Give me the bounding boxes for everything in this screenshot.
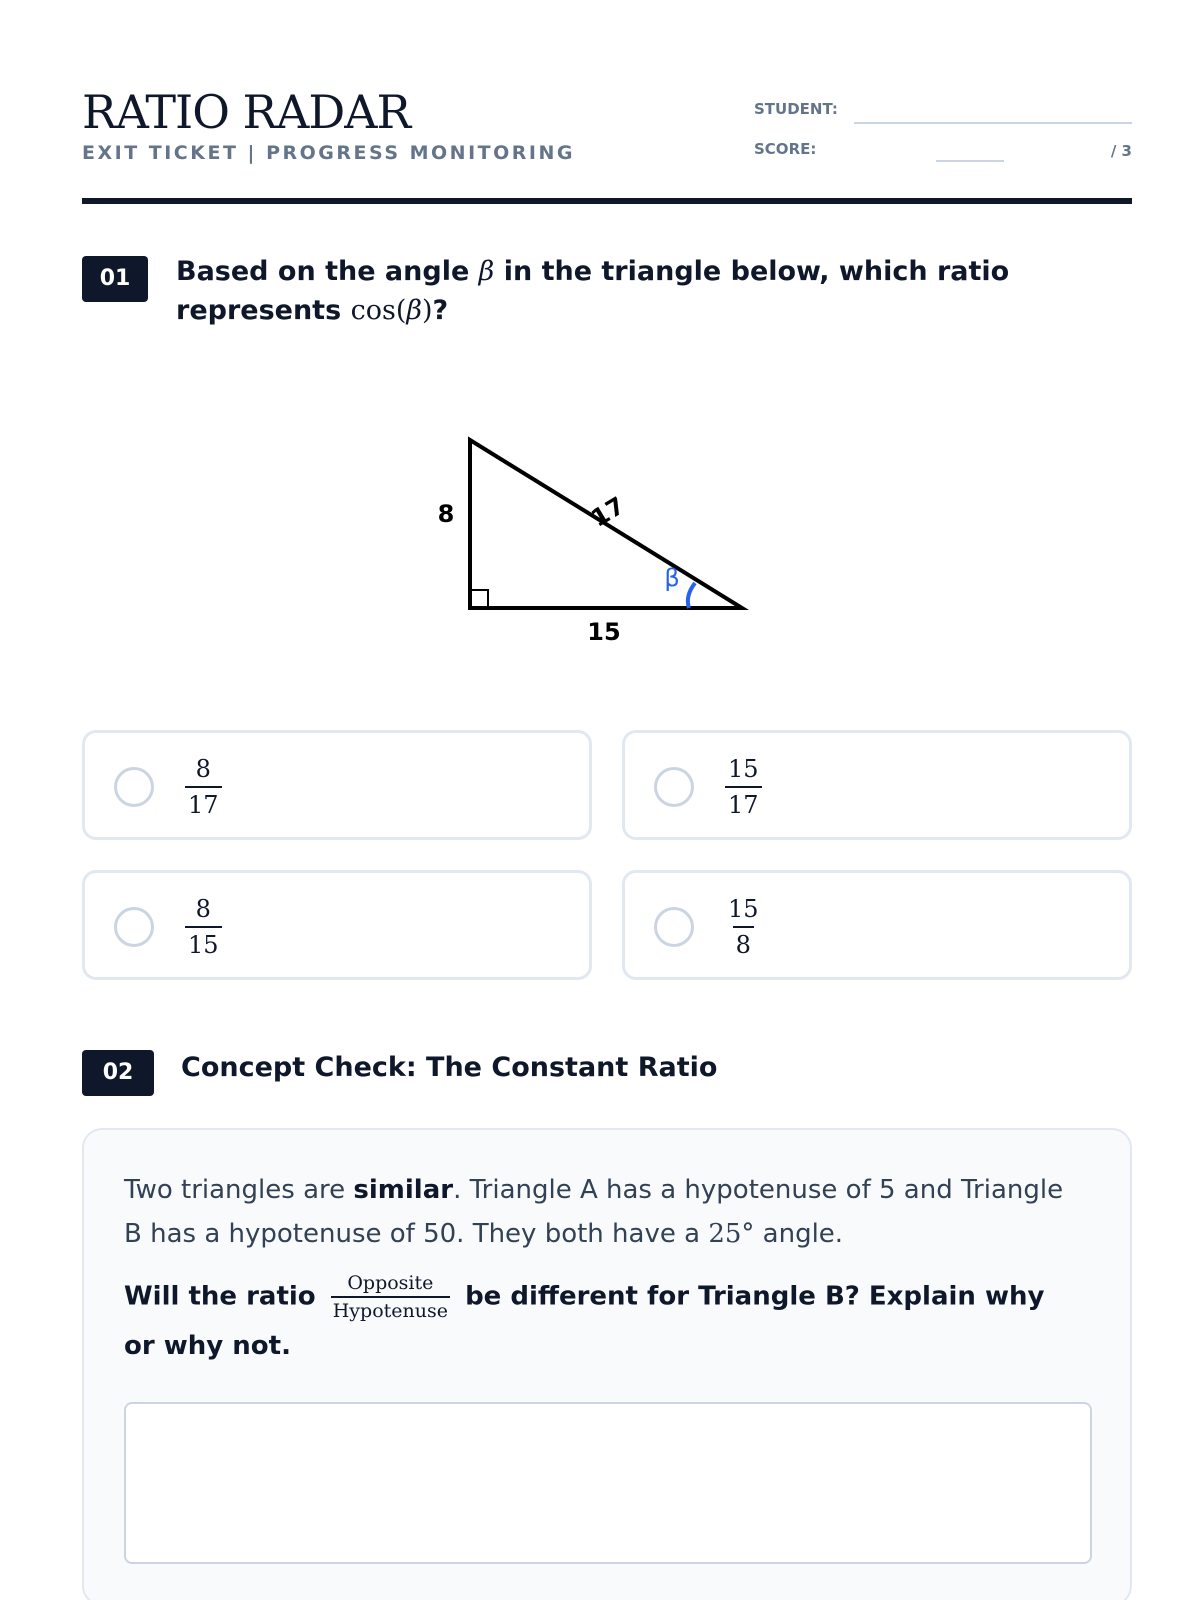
fraction-numerator: 8	[195, 755, 211, 783]
q2-angle-value: 25°	[708, 1219, 755, 1249]
q1-func: cos	[350, 295, 396, 326]
side-label-bottom: 15	[587, 618, 621, 646]
triangle-diagram	[420, 420, 760, 650]
question-2-title: Concept Check: The Constant Ratio	[181, 1052, 718, 1083]
q2-body-bold: similar	[353, 1175, 454, 1205]
answer-option-b[interactable]	[622, 730, 1132, 840]
q2-body-part-3: angle.	[754, 1219, 844, 1249]
concept-check-prompt	[124, 1272, 1084, 1370]
concept-check-body	[124, 1168, 1084, 1256]
worksheet-header	[82, 84, 1132, 204]
option-fraction	[185, 895, 222, 959]
q1-paren-open: (	[395, 295, 407, 326]
radio-button[interactable]	[654, 907, 694, 947]
q1-paren-close: )	[421, 295, 433, 326]
fraction-denominator: 17	[725, 786, 762, 819]
ratio-numerator: Opposite	[347, 1272, 434, 1294]
q1-angle-symbol: β	[478, 256, 495, 287]
q1-text-before: Based on the angle	[176, 256, 470, 287]
q1-text-middle: in the triangle below, which ratio represents	[176, 256, 1010, 326]
worksheet-title: RATIO RADAR	[82, 85, 411, 139]
ratio-denominator: Hypotenuse	[331, 1296, 450, 1322]
side-label-hypotenuse: 17	[586, 491, 630, 533]
option-fraction	[725, 755, 762, 819]
right-angle-marker	[470, 590, 488, 608]
radio-button[interactable]	[114, 907, 154, 947]
opposite-over-hypotenuse-fraction	[331, 1272, 450, 1322]
concept-check-panel	[82, 1128, 1132, 1600]
triangle-figure	[420, 420, 760, 650]
option-fraction	[185, 755, 222, 819]
beta-angle-arc	[688, 583, 695, 608]
question-1-text	[176, 252, 1026, 330]
side-label-left: 8	[437, 500, 455, 528]
worksheet-subtitle: EXIT TICKET | PROGRESS MONITORING	[82, 142, 575, 164]
q2-prompt-after: be different for Triangle B? Explain why or why not.	[124, 1281, 1045, 1361]
q1-question-mark: ?	[432, 295, 449, 326]
angle-label-beta: β	[664, 564, 680, 592]
q2-body-part-1: Two triangles are	[124, 1175, 354, 1205]
answer-option-a[interactable]	[82, 730, 592, 840]
fraction-denominator: 8	[733, 926, 754, 959]
score-max: / 3	[1110, 142, 1132, 160]
student-name-line[interactable]	[854, 104, 1132, 124]
radio-button[interactable]	[114, 767, 154, 807]
q2-body-part-2: . Triangle A has a hypotenuse of 5 and Triangle B has a hypotenuse of 50. They both have a	[124, 1175, 1064, 1249]
radio-button[interactable]	[654, 767, 694, 807]
score-label: SCORE:	[754, 140, 817, 158]
fraction-denominator: 15	[185, 926, 222, 959]
answer-option-d[interactable]	[622, 870, 1132, 980]
fraction-numerator: 8	[195, 895, 211, 923]
q2-prompt-before: Will the ratio	[124, 1281, 316, 1312]
student-label: STUDENT:	[754, 100, 838, 118]
fraction-denominator: 17	[185, 786, 222, 819]
question-number-badge: 01	[82, 256, 148, 302]
answer-option-c[interactable]	[82, 870, 592, 980]
option-fraction	[725, 895, 762, 959]
explanation-answer-box[interactable]	[124, 1402, 1092, 1564]
fraction-numerator: 15	[728, 755, 759, 783]
score-line[interactable]	[936, 146, 1004, 162]
q1-func-arg: β	[406, 295, 422, 326]
fraction-numerator: 15	[728, 895, 759, 923]
question-number-badge: 02	[82, 1050, 154, 1096]
